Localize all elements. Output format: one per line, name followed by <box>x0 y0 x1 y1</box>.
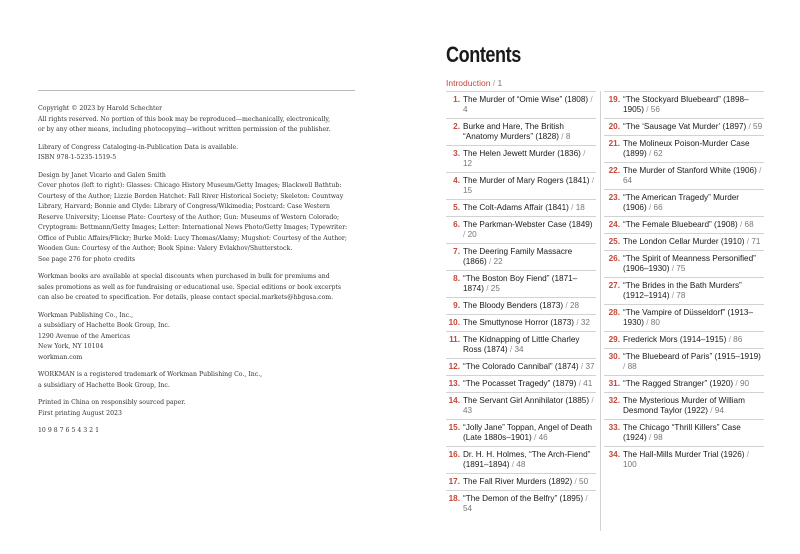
chapter-number: 10. <box>448 318 460 327</box>
chapter-title: The Chicago “Thrill Killers” Case (1924) <box>623 423 741 442</box>
toc-entry[interactable] <box>446 358 596 375</box>
toc-entry[interactable] <box>446 91 596 118</box>
chapter-title: Frederick Mors (1914–1915) <box>623 335 727 344</box>
toc-entry[interactable] <box>446 392 596 419</box>
separator-slash: / <box>565 301 568 310</box>
chapter-title: “The Stockyard Bluebeard” (1898–1905) <box>623 95 749 114</box>
top-divider <box>38 90 355 91</box>
chapter-text <box>463 450 596 470</box>
toc-entry[interactable] <box>604 233 764 250</box>
separator-slash: / <box>648 203 652 212</box>
chapter-title: The Servant Girl Annihilator (1885) <box>463 396 590 405</box>
chapter-page: 28 <box>569 301 580 310</box>
chapter-text <box>623 237 764 247</box>
chapter-text <box>463 423 596 443</box>
chapter-text <box>463 379 596 389</box>
toc-entry[interactable] <box>604 135 764 162</box>
chapter-page: 32 <box>580 318 590 327</box>
chapter-text <box>623 379 764 389</box>
chapter-title: “The American Tragedy” Murder (1906) <box>623 193 740 212</box>
chapter-number: 11. <box>449 335 460 344</box>
separator-slash: / <box>648 149 652 158</box>
chapter-page: 56 <box>650 105 660 114</box>
chapter-title: “The Bluebeard of Paris” (1915–1919) <box>623 352 761 361</box>
chapter-page: 18 <box>575 203 585 212</box>
chapter-page: 71 <box>751 237 761 246</box>
toc-entry[interactable] <box>446 270 596 297</box>
chapter-title: The Bloody Benders (1873) <box>463 301 564 310</box>
chapter-page: 98 <box>653 433 663 442</box>
chapter-page: 86 <box>733 335 743 344</box>
toc-entry[interactable] <box>604 348 764 375</box>
chapter-number: 9. <box>453 301 460 310</box>
chapter-page: 48 <box>516 460 526 469</box>
chapter-number: 16. <box>448 450 460 459</box>
separator-slash: / <box>576 318 579 327</box>
chapter-page: 80 <box>650 318 660 327</box>
chapter-number: 31. <box>608 379 620 388</box>
chapter-text <box>623 423 764 443</box>
chapter-text <box>463 149 596 169</box>
separator-slash: / <box>646 318 649 327</box>
toc-entry[interactable] <box>604 392 764 419</box>
separator-slash: / <box>735 379 738 388</box>
chapter-text <box>623 193 764 213</box>
chapter-text <box>463 274 596 294</box>
chapter-title: The Colt-Adams Affair (1841) <box>463 203 569 212</box>
chapter-title: “The Colorado Cannibal” (1874) <box>463 362 579 371</box>
chapter-title: The London Cellar Murder (1910) <box>623 237 745 246</box>
separator-slash: / <box>746 237 750 246</box>
chapter-title: The Murder of Stanford White (1906) <box>623 166 757 175</box>
chapter-title: “The Spirit of Meanness Personified” (1906–1930) <box>623 254 756 273</box>
toc-entry[interactable] <box>446 172 596 199</box>
copyright-notice: Copyright © 2023 by Harold Schechter All rights reserved. No portion of this book may be reproduced—mechanically, electronically, or by any other means, including photocopying—without written permission of the publisher. <box>38 105 331 133</box>
separator-slash: / <box>671 264 674 273</box>
chapter-text <box>623 122 764 132</box>
toc-entry[interactable] <box>446 331 596 358</box>
chapter-page: 75 <box>676 264 686 273</box>
chapter-page: 78 <box>676 291 686 300</box>
separator-slash: / <box>590 95 593 104</box>
chapter-text <box>463 95 596 115</box>
chapter-page: 64 <box>623 176 633 185</box>
toc-entry[interactable] <box>446 446 596 473</box>
chapter-number: 4. <box>453 176 460 185</box>
column-divider <box>600 91 601 531</box>
separator-slash: / <box>710 406 713 415</box>
separator-slash: / <box>492 78 496 88</box>
chapter-number: 17. <box>448 477 460 486</box>
chapter-title: The Smuttynose Horror (1873) <box>463 318 575 327</box>
chapter-page: 20 <box>467 230 477 239</box>
chapter-page: 4 <box>463 105 468 114</box>
chapter-text <box>463 396 596 416</box>
chapter-number: 33. <box>608 423 620 432</box>
toc-entry[interactable] <box>446 216 596 243</box>
chapter-title: Burke and Hare, The British “Anatomy Murders” (1828) <box>463 122 564 141</box>
introduction-label: Introduction <box>446 78 491 88</box>
chapter-page: 88 <box>627 362 637 371</box>
chapter-title: “The Brides in the Bath Murders” (1912–1914) <box>623 281 742 300</box>
chapter-number: 15. <box>448 423 460 432</box>
design-credits: Design by Janet Vicario and Galen Smith Cover photos (left to right): Glasses: Chicago History Museum/Getty Images; Blackwell Bathtub: Courtesy of the Author; Lizzie Borden Hatchet: Fall River Historical Society; Skeleton: Countway Library, Harvard; Bonnie and Clyde: Library of Congress/Wikimedia; Postcard: Case Western Reserve University; License Plate: Courtesy of the Author; Gun: Museums of Western Colorado; Cryptogram: Bettmann/Getty Images; Letter: International News Photo/Getty Images; Typewriter: Office of Public Affairs/Flickr; Burke Mold: Lucy Thomas/Alamy; Mugshot: Courtesy of the Author; Wooden Gun: Courtesy of the Author; Book Spine: Valery Evlakhov/Shutterstock. See page 276 for photo credits <box>38 171 348 263</box>
chapter-number: 13. <box>448 379 460 388</box>
toc-introduction[interactable] <box>446 78 502 88</box>
toc-entry[interactable] <box>604 277 764 304</box>
chapter-title: “The Demon of the Belfry” (1895) <box>463 494 584 503</box>
separator-slash: / <box>463 230 466 239</box>
separator-slash: / <box>591 396 594 405</box>
chapter-page: 90 <box>739 379 750 388</box>
chapter-page: 94 <box>714 406 724 415</box>
chapter-title: “The Ragged Stranger” (1920) <box>623 379 734 388</box>
copyright-block <box>38 104 358 444</box>
chapter-text <box>623 450 764 470</box>
toc-entry[interactable] <box>446 375 596 392</box>
toc-entry[interactable] <box>604 91 764 118</box>
chapter-number: 12. <box>448 362 460 371</box>
separator-slash: / <box>486 284 489 293</box>
toc-entry[interactable] <box>604 189 764 216</box>
chapter-number: 18. <box>448 494 460 503</box>
chapter-page: 37 <box>585 362 595 371</box>
chapter-text <box>463 494 596 514</box>
chapter-text <box>463 220 596 240</box>
separator-slash: / <box>648 433 652 442</box>
toc-entry[interactable] <box>604 216 764 233</box>
chapter-number: 8. <box>453 274 460 283</box>
chapter-number: 2. <box>453 122 460 131</box>
separator-slash: / <box>534 433 537 442</box>
toc-entry[interactable] <box>446 473 596 490</box>
chapter-title: The Hall-Mills Murder Trial (1926) <box>623 450 745 459</box>
chapter-number: 6. <box>453 220 460 229</box>
chapter-title: “Jolly Jane” Toppan, Angel of Death (Late 1880s–1901) <box>463 423 593 442</box>
chapter-page: 66 <box>653 203 663 212</box>
chapter-page: 100 <box>623 460 637 469</box>
bulk-sales-info: Workman books are available at special discounts when purchased in bulk for premiums and sales promotions as well as for fundraising or educational use. Special editions or book excerpts can also be created to specification. For details, please contact special.markets@hbgusa.com. <box>38 273 342 301</box>
chapter-text <box>463 301 596 311</box>
separator-slash: / <box>583 149 586 158</box>
chapter-number: 3. <box>453 149 460 158</box>
chapter-title: The Murder of Mary Rogers (1841) <box>463 176 590 185</box>
introduction-page: 1 <box>497 78 503 88</box>
chapter-text <box>463 318 596 328</box>
chapter-text <box>463 335 596 355</box>
toc-entry[interactable] <box>446 314 596 331</box>
separator-slash: / <box>578 379 581 388</box>
chapter-text <box>463 176 596 196</box>
toc-entry[interactable] <box>604 118 764 135</box>
chapter-page: 22 <box>493 257 503 266</box>
print-line: 10 9 8 7 6 5 4 3 2 1 <box>38 427 100 434</box>
toc-entry[interactable] <box>604 304 764 331</box>
chapter-title: The Deering Family Massacre (1866) <box>463 247 573 266</box>
chapter-number: 28. <box>608 308 620 317</box>
separator-slash: / <box>511 460 514 469</box>
publisher-address: Workman Publishing Co., Inc., a subsidiary of Hachette Book Group, Inc. 1290 Avenue of the Americas New York, NY 10104 workman.com <box>38 311 170 361</box>
cataloging-info: Library of Congress Cataloging-in-Publication Data is available. ISBN 978-1-5235-1519-5 <box>38 143 239 161</box>
separator-slash: / <box>561 132 564 141</box>
chapter-page: 46 <box>538 433 548 442</box>
separator-slash: / <box>748 122 751 131</box>
separator-slash: / <box>580 362 584 371</box>
toc-entry[interactable] <box>604 162 764 189</box>
chapter-text <box>623 95 764 115</box>
chapter-title: “The Boston Boy Fiend” (1871–1874) <box>463 274 578 293</box>
toc-column-left <box>446 91 596 517</box>
toc-entry[interactable] <box>446 419 596 446</box>
printing-info: Printed in China on responsibly sourced paper. First printing August 2023 <box>38 399 186 417</box>
chapter-number: 1. <box>453 95 460 104</box>
separator-slash: / <box>746 450 750 459</box>
contents-title: Contents <box>446 42 521 67</box>
chapter-number: 20. <box>608 122 620 131</box>
toc-entry[interactable] <box>604 446 764 473</box>
chapter-page: 62 <box>653 149 663 158</box>
chapter-title: The Parkman-Webster Case (1849) <box>463 220 593 229</box>
separator-slash: / <box>623 362 626 371</box>
separator-slash: / <box>759 166 762 175</box>
toc-entry[interactable] <box>604 250 764 277</box>
chapter-page: 59 <box>753 122 763 131</box>
separator-slash: / <box>728 335 731 344</box>
chapter-page: 50 <box>579 477 589 486</box>
chapter-number: 23. <box>608 193 620 202</box>
chapter-title: The Fall River Murders (1892) <box>463 477 573 486</box>
chapter-page: 8 <box>565 132 571 141</box>
chapter-text <box>623 396 764 416</box>
chapter-text <box>463 203 596 213</box>
chapter-text <box>463 362 596 372</box>
toc-entry[interactable] <box>604 331 764 348</box>
chapter-title: “The ‘Sausage Vat Murder’ (1897) <box>623 122 747 131</box>
toc-entry[interactable] <box>446 490 596 517</box>
chapter-title: “The Female Bluebeard” (1908) <box>623 220 738 229</box>
chapter-number: 30. <box>608 352 620 361</box>
chapter-text <box>623 220 764 230</box>
chapter-page: 41 <box>583 379 593 388</box>
toc-entry[interactable] <box>446 199 596 216</box>
chapter-title: The Helen Jewett Murder (1836) <box>463 149 581 158</box>
chapter-text <box>463 247 596 267</box>
chapter-text <box>623 166 764 186</box>
chapter-text <box>623 352 764 372</box>
chapter-number: 21. <box>608 139 620 148</box>
chapter-page: 25 <box>490 284 500 293</box>
toc-entry[interactable] <box>446 118 596 145</box>
chapter-page: 54 <box>463 504 473 513</box>
separator-slash: / <box>591 176 595 185</box>
chapter-number: 14. <box>448 396 460 405</box>
separator-slash: / <box>739 220 743 229</box>
chapter-page: 12 <box>463 159 473 168</box>
toc-entry[interactable] <box>604 419 764 446</box>
chapter-page: 15 <box>463 186 473 195</box>
trademark-notice: WORKMAN is a registered trademark of Workman Publishing Co., Inc., a subsidiary of Hachette Book Group, Inc. <box>38 371 263 389</box>
chapter-title: The Molineux Poison-Murder Case (1899) <box>623 139 750 158</box>
chapter-text <box>623 281 764 301</box>
toc-entry[interactable] <box>446 297 596 314</box>
chapter-text <box>623 335 764 345</box>
chapter-page: 34 <box>514 345 524 354</box>
toc-entry[interactable] <box>446 145 596 172</box>
separator-slash: / <box>488 257 492 266</box>
chapter-text <box>623 254 764 274</box>
chapter-text <box>623 139 764 159</box>
chapter-title: The Mysterious Murder of William Desmond Taylor (1922) <box>623 396 745 415</box>
chapter-page: 68 <box>744 220 754 229</box>
chapter-text <box>463 477 596 487</box>
chapter-text <box>623 308 764 328</box>
separator-slash: / <box>509 345 513 354</box>
chapter-text <box>463 122 596 142</box>
chapter-number: 29. <box>608 335 620 344</box>
chapter-number: 34. <box>608 450 620 459</box>
separator-slash: / <box>585 494 588 503</box>
toc-entry[interactable] <box>446 243 596 270</box>
chapter-number: 7. <box>453 247 460 256</box>
chapter-number: 22. <box>608 166 620 175</box>
separator-slash: / <box>671 291 674 300</box>
chapter-number: 5. <box>453 203 460 212</box>
chapter-title: “The Pocasset Tragedy” (1879) <box>463 379 577 388</box>
toc-column-right <box>604 91 764 473</box>
chapter-page: 43 <box>463 406 473 415</box>
chapter-number: 24. <box>608 220 620 229</box>
separator-slash: / <box>571 203 574 212</box>
chapter-title: The Murder of “Omie Wise” (1808) <box>463 95 589 104</box>
chapter-title: “The Vampire of Düsseldorf” (1913–1930) <box>623 308 753 327</box>
chapter-number: 19. <box>608 95 620 104</box>
chapter-number: 25. <box>608 237 620 246</box>
chapter-number: 27. <box>608 281 620 290</box>
chapter-title: The Kidnapping of Little Charley Ross (1874) <box>463 335 580 354</box>
chapter-number: 32. <box>608 396 620 405</box>
separator-slash: / <box>646 105 649 114</box>
separator-slash: / <box>574 477 577 486</box>
toc-entry[interactable] <box>604 375 764 392</box>
chapter-number: 26. <box>608 254 620 263</box>
chapter-title: Dr. H. H. Holmes, “The Arch-Fiend” (1891–1894) <box>463 450 591 469</box>
